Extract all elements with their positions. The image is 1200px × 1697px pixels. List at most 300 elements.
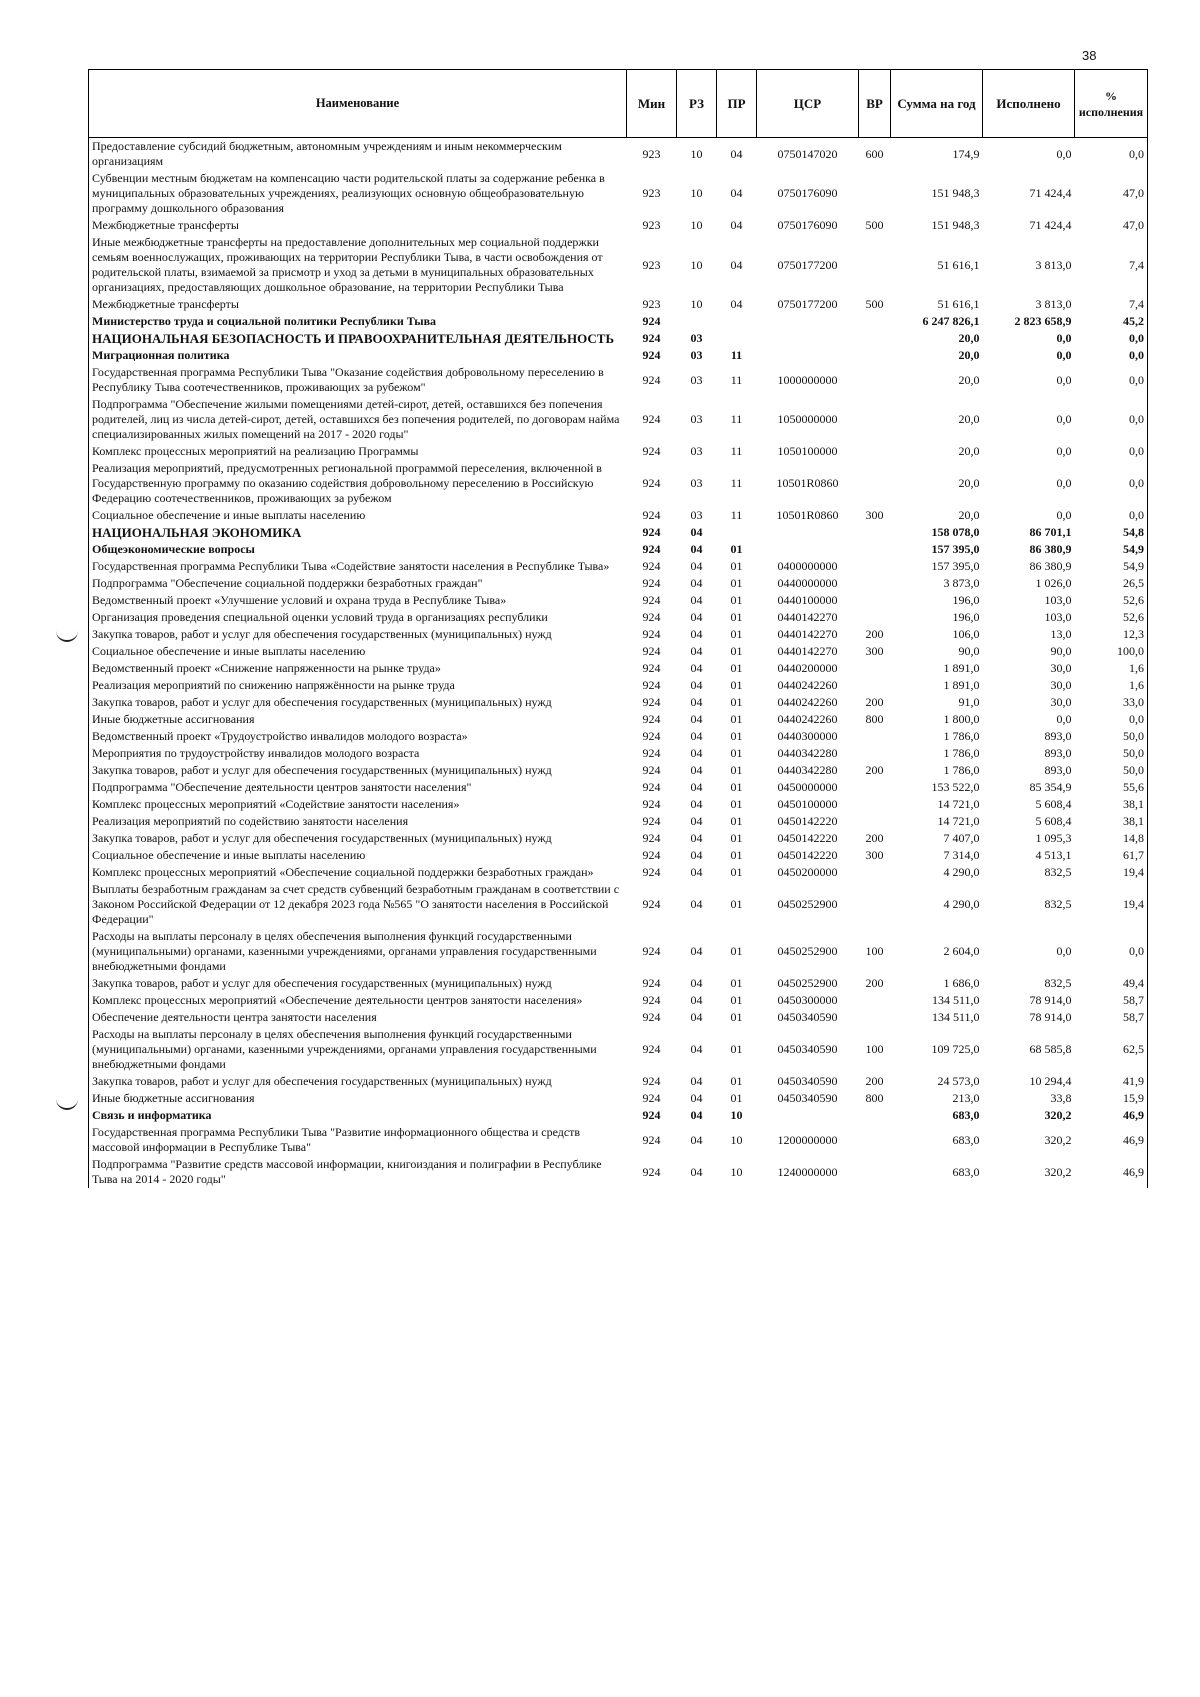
cell-min: 923 — [642, 146, 661, 161]
cell-rz: 04 — [690, 1164, 703, 1179]
cell-done: 0,0 — [1056, 412, 1072, 426]
cell-min: 924 — [642, 627, 661, 641]
cell-pr: 04 — [730, 218, 743, 232]
cell-done: 1 095,3 — [1035, 831, 1072, 845]
cell-vr — [859, 677, 891, 694]
cell-done: 30,0 — [1050, 661, 1072, 675]
header-name: Наименование — [89, 70, 627, 138]
cell-vr: 600 — [865, 146, 884, 161]
cell-name: Подпрограмма "Обеспечение социальной поддержки безработных граждан" — [92, 576, 483, 590]
cell-min: 924 — [642, 678, 661, 692]
cell-name: Межбюджетные трансферты — [92, 218, 239, 232]
cell-rz: 04 — [690, 542, 703, 556]
page-number: 38 — [1082, 48, 1097, 63]
cell-pct: 58,7 — [1123, 993, 1144, 1007]
cell-vr — [859, 524, 891, 541]
cell-min: 924 — [642, 897, 661, 911]
cell-rz — [677, 313, 717, 330]
cell-vr: 300 — [865, 848, 884, 862]
cell-vr: 200 — [865, 976, 884, 990]
cell-vr — [859, 460, 891, 507]
cell-name: Подпрограмма "Развитие средств массовой информации, книгоиздания и полиграфии в Республике Тыва на 2014 - 2020 годы" — [92, 1157, 602, 1186]
cell-pct: 0,0 — [1129, 444, 1144, 458]
cell-sum: 14 721,0 — [937, 797, 980, 811]
cell-rz: 04 — [690, 780, 703, 794]
cell-csr: 0450100000 — [777, 797, 838, 811]
cell-done: 86 380,9 — [1029, 542, 1072, 556]
cell-pr — [717, 330, 757, 347]
cell-sum: 1 786,0 — [943, 746, 980, 760]
cell-pct: 52,6 — [1123, 593, 1144, 607]
cell-csr: 0750177200 — [777, 257, 838, 272]
cell-done: 893,0 — [1044, 746, 1072, 760]
cell-rz: 04 — [690, 627, 703, 641]
cell-min: 924 — [642, 331, 661, 345]
cell-min: 923 — [642, 218, 661, 232]
table-header — [89, 70, 1148, 138]
cell-pct: 47,0 — [1123, 186, 1144, 200]
cell-pct: 49,4 — [1123, 976, 1144, 990]
cell-pr: 11 — [730, 444, 743, 458]
budget-table-container — [88, 69, 1147, 1188]
table-row — [89, 558, 1148, 575]
cell-csr: 1050000000 — [777, 412, 838, 426]
budget-execution-table — [88, 69, 1148, 1188]
cell-vr — [859, 330, 891, 347]
cell-min: 924 — [642, 348, 661, 362]
cell-sum: 683,0 — [952, 1108, 980, 1122]
cell-rz: 04 — [690, 610, 703, 624]
cell-name: Выплаты безработным гражданам за счет средств субвенций безработным гражданам в соответствии с Законом Российской Федерации от 12 декабря 2023 года №565 "О занятости населения в Российской Федерации" — [92, 882, 620, 926]
cell-pr: 01 — [730, 746, 743, 760]
cell-done: 5 608,4 — [1035, 814, 1072, 828]
cell-pct: 0,0 — [1129, 348, 1144, 362]
table-row — [89, 881, 1148, 928]
cell-pr: 01 — [730, 831, 743, 845]
table-row — [89, 575, 1148, 592]
cell-vr — [859, 992, 891, 1009]
cell-done: 78 914,0 — [1029, 1010, 1072, 1024]
cell-pct: 50,0 — [1123, 763, 1144, 777]
cell-rz: 10 — [690, 186, 703, 200]
table-row — [89, 745, 1148, 762]
cell-min: 924 — [642, 976, 661, 990]
cell-sum: 7 314,0 — [943, 848, 980, 862]
cell-vr: 100 — [865, 1042, 884, 1056]
cell-pr: 01 — [730, 695, 743, 709]
cell-pct: 0,0 — [1129, 476, 1144, 490]
cell-rz: 04 — [690, 729, 703, 743]
cell-pr: 04 — [730, 297, 743, 311]
cell-pr: 01 — [730, 976, 743, 990]
cell-vr: 200 — [865, 627, 884, 641]
cell-done: 86 380,9 — [1029, 559, 1072, 573]
cell-vr: 300 — [865, 508, 884, 522]
cell-vr — [859, 796, 891, 813]
cell-min: 923 — [642, 297, 661, 311]
cell-done: 103,0 — [1044, 593, 1072, 607]
cell-rz: 04 — [690, 661, 703, 675]
cell-min: 924 — [642, 314, 661, 328]
cell-vr — [859, 558, 891, 575]
table-row — [89, 609, 1148, 626]
cell-pr: 01 — [730, 1074, 743, 1088]
cell-done: 78 914,0 — [1029, 993, 1072, 1007]
cell-done: 0,0 — [1056, 508, 1072, 522]
cell-name: Иные бюджетные ассигнования — [92, 712, 255, 726]
cell-min: 924 — [642, 695, 661, 709]
table-row — [89, 313, 1148, 330]
cell-pct: 46,9 — [1123, 1164, 1144, 1179]
cell-sum: 7 407,0 — [943, 831, 980, 845]
cell-rz: 03 — [690, 476, 703, 490]
cell-pct: 38,1 — [1123, 814, 1144, 828]
cell-sum: 134 511,0 — [931, 993, 980, 1007]
cell-csr: 0450340590 — [777, 1091, 838, 1105]
cell-csr: 0450252900 — [777, 944, 838, 958]
cell-min: 924 — [642, 944, 661, 958]
cell-vr: 800 — [865, 1091, 884, 1105]
cell-csr: 0440142270 — [777, 610, 838, 624]
cell-rz: 04 — [690, 976, 703, 990]
cell-sum: 20,0 — [958, 508, 980, 522]
cell-rz: 04 — [690, 1132, 703, 1147]
cell-csr: 0450340590 — [777, 1074, 838, 1088]
cell-pct: 46,9 — [1123, 1132, 1144, 1147]
cell-pct: 0,0 — [1129, 331, 1144, 345]
cell-vr — [859, 1107, 891, 1124]
cell-sum: 1 800,0 — [943, 712, 980, 726]
cell-sum: 1 891,0 — [943, 678, 980, 692]
cell-sum: 1 786,0 — [943, 729, 980, 743]
cell-csr: 0440142270 — [777, 627, 838, 641]
cell-pr: 01 — [730, 780, 743, 794]
cell-vr — [859, 609, 891, 626]
cell-sum: 213,0 — [952, 1091, 980, 1105]
cell-rz: 04 — [690, 525, 703, 539]
cell-done: 3 813,0 — [1035, 297, 1072, 311]
cell-done: 2 823 658,9 — [1014, 314, 1072, 328]
cell-rz: 04 — [690, 644, 703, 658]
cell-sum: 90,0 — [958, 644, 980, 658]
cell-vr: 200 — [865, 695, 884, 709]
cell-name: Комплекс процессных мероприятий «Содействие занятости населения» — [92, 797, 460, 811]
cell-pct: 100,0 — [1117, 644, 1144, 658]
cell-name: Предоставление субсидий бюджетным, автономным учреждениям и иным некоммерческим организациям — [92, 139, 562, 168]
cell-rz: 03 — [690, 331, 703, 345]
cell-pct: 1,6 — [1129, 678, 1144, 692]
cell-name: Обеспечение деятельности центра занятости населения — [92, 1010, 377, 1024]
cell-csr — [757, 330, 859, 347]
cell-csr — [757, 1107, 859, 1124]
cell-sum: 1 786,0 — [943, 763, 980, 777]
cell-rz: 04 — [690, 746, 703, 760]
cell-rz: 04 — [690, 593, 703, 607]
cell-sum: 3 873,0 — [943, 576, 980, 590]
margin-mark — [56, 630, 78, 642]
cell-sum: 1 891,0 — [943, 661, 980, 675]
header-done: Исполнено — [983, 70, 1075, 138]
cell-vr: 500 — [865, 218, 884, 232]
cell-vr — [859, 347, 891, 364]
cell-pct: 41,9 — [1123, 1074, 1144, 1088]
header-rz: РЗ — [677, 70, 717, 138]
cell-min: 924 — [642, 1042, 661, 1056]
cell-name: Закупка товаров, работ и услуг для обеспечения государственных (муниципальных) нужд — [92, 976, 552, 990]
table-row — [89, 1124, 1148, 1156]
cell-done: 71 424,4 — [1029, 218, 1072, 232]
cell-vr — [859, 779, 891, 796]
cell-vr — [859, 1124, 891, 1156]
cell-pct: 52,6 — [1123, 610, 1144, 624]
cell-csr: 0400000000 — [777, 559, 838, 573]
cell-vr — [859, 364, 891, 396]
cell-pct: 61,7 — [1123, 848, 1144, 862]
cell-csr: 0450340590 — [777, 1010, 838, 1024]
cell-done: 0,0 — [1056, 476, 1072, 490]
cell-pr: 01 — [730, 814, 743, 828]
cell-csr: 1000000000 — [777, 372, 838, 387]
cell-done: 320,2 — [1044, 1108, 1072, 1122]
cell-pct: 55,6 — [1123, 780, 1144, 794]
cell-min: 924 — [642, 746, 661, 760]
cell-pr: 10 — [730, 1164, 743, 1179]
cell-sum: 109 725,0 — [931, 1042, 980, 1056]
cell-min: 924 — [642, 372, 661, 387]
cell-csr: 0450340590 — [777, 1042, 838, 1056]
cell-rz: 04 — [690, 897, 703, 911]
cell-name: Министерство труда и социальной политики Республики Тыва — [92, 314, 437, 328]
header-sum: Сумма на год — [891, 70, 983, 138]
cell-done: 832,5 — [1044, 865, 1072, 879]
cell-pr: 10 — [730, 1132, 743, 1147]
cell-pct: 12,3 — [1123, 627, 1144, 641]
margin-mark — [56, 1098, 78, 1110]
cell-rz: 10 — [690, 297, 703, 311]
cell-min: 924 — [642, 831, 661, 845]
table-row — [89, 1026, 1148, 1073]
cell-rz: 04 — [690, 763, 703, 777]
cell-csr: 0440342280 — [777, 763, 838, 777]
cell-vr: 100 — [865, 944, 884, 958]
cell-done: 0,0 — [1056, 372, 1072, 387]
cell-done: 30,0 — [1050, 695, 1072, 709]
cell-min: 924 — [642, 1164, 661, 1179]
table-row — [89, 1156, 1148, 1188]
cell-pr: 01 — [730, 542, 743, 556]
cell-pr: 11 — [730, 412, 743, 426]
table-row — [89, 711, 1148, 728]
cell-min: 924 — [642, 848, 661, 862]
cell-name: Закупка товаров, работ и услуг для обеспечения государственных (муниципальных) нужд — [92, 763, 552, 777]
cell-rz: 04 — [690, 944, 703, 958]
cell-rz: 04 — [690, 865, 703, 879]
cell-vr — [859, 592, 891, 609]
cell-csr: 1050100000 — [777, 444, 838, 458]
cell-rz: 04 — [690, 1010, 703, 1024]
cell-vr: 200 — [865, 763, 884, 777]
cell-rz: 04 — [690, 1042, 703, 1056]
cell-pr: 04 — [730, 146, 743, 161]
table-row — [89, 677, 1148, 694]
cell-csr: 1200000000 — [777, 1132, 838, 1147]
cell-sum: 24 573,0 — [937, 1074, 980, 1088]
cell-rz: 04 — [690, 797, 703, 811]
cell-sum: 20,0 — [958, 372, 980, 387]
cell-csr: 0450142220 — [777, 814, 838, 828]
cell-sum: 4 290,0 — [943, 865, 980, 879]
cell-rz: 04 — [690, 831, 703, 845]
cell-vr — [859, 813, 891, 830]
table-row — [89, 541, 1148, 558]
cell-pct: 0,0 — [1129, 412, 1144, 426]
cell-pct: 0,0 — [1129, 712, 1144, 726]
cell-rz: 04 — [690, 712, 703, 726]
cell-name: Реализация мероприятий по снижению напряжённости на рынке труда — [92, 678, 455, 692]
cell-pr: 01 — [730, 712, 743, 726]
cell-vr — [859, 575, 891, 592]
cell-done: 71 424,4 — [1029, 186, 1072, 200]
cell-min: 924 — [642, 1091, 661, 1105]
cell-vr: 200 — [865, 1074, 884, 1088]
cell-name: Ведомственный проект «Снижение напряженности на рынке труда» — [92, 661, 441, 675]
table-row — [89, 626, 1148, 643]
cell-done: 10 294,4 — [1029, 1074, 1072, 1088]
table-row — [89, 1090, 1148, 1107]
cell-sum: 6 247 826,1 — [922, 314, 980, 328]
cell-done: 832,5 — [1044, 897, 1072, 911]
cell-done: 0,0 — [1056, 712, 1072, 726]
table-row — [89, 694, 1148, 711]
cell-name: Подпрограмма "Обеспечение жилыми помещениями детей-сирот, детей, оставшихся без попечения родителей, лиц из числа детей-сирот, детей, оставшихся без попечения родителей, по договорам найма специализированных жилых помещений на 2017 - 2020 годы" — [92, 397, 620, 441]
cell-name: Общеэкономические вопросы — [92, 542, 255, 556]
cell-sum: 20,0 — [958, 476, 980, 490]
table-row — [89, 296, 1148, 313]
table-row — [89, 1107, 1148, 1124]
cell-vr — [859, 745, 891, 762]
cell-sum: 20,0 — [958, 412, 980, 426]
cell-min: 924 — [642, 1132, 661, 1147]
cell-vr — [859, 396, 891, 443]
cell-csr: 0450142220 — [777, 831, 838, 845]
cell-vr — [859, 864, 891, 881]
table-row — [89, 364, 1148, 396]
cell-vr — [859, 170, 891, 217]
cell-name: Государственная программа Республики Тыва "Оказание содействия добровольному переселению в Республику Тыва соотечественников, проживающих за рубежом" — [92, 365, 604, 394]
cell-sum: 4 290,0 — [943, 897, 980, 911]
cell-vr — [859, 443, 891, 460]
cell-pct: 50,0 — [1123, 746, 1144, 760]
table-row — [89, 443, 1148, 460]
table-row — [89, 460, 1148, 507]
cell-csr — [757, 524, 859, 541]
cell-min: 924 — [642, 576, 661, 590]
cell-done: 90,0 — [1050, 644, 1072, 658]
cell-csr: 0450142220 — [777, 848, 838, 862]
cell-done: 33,8 — [1050, 1091, 1072, 1105]
cell-pr: 01 — [730, 627, 743, 641]
cell-sum: 683,0 — [952, 1132, 980, 1147]
cell-pr: 01 — [730, 763, 743, 777]
cell-csr — [757, 541, 859, 558]
cell-sum: 196,0 — [952, 593, 980, 607]
cell-pr: 11 — [730, 508, 743, 522]
cell-name: Реализация мероприятий по содействию занятости населения — [92, 814, 409, 828]
cell-name: Связь и информатика — [92, 1108, 212, 1122]
cell-pr: 01 — [730, 559, 743, 573]
cell-rz: 03 — [690, 444, 703, 458]
cell-pr: 01 — [730, 593, 743, 607]
cell-min: 924 — [642, 729, 661, 743]
cell-rz: 04 — [690, 1074, 703, 1088]
cell-vr — [859, 728, 891, 745]
cell-name: НАЦИОНАЛЬНАЯ БЕЗОПАСНОСТЬ И ПРАВООХРАНИТЕЛЬНАЯ ДЕЯТЕЛЬНОСТЬ — [92, 331, 615, 346]
cell-pr: 01 — [730, 729, 743, 743]
cell-pct: 54,9 — [1123, 559, 1144, 573]
cell-name: Реализация мероприятий, предусмотренных региональной программой переселения, включенной в Государственную программу по оказанию содействия добровольному переселению в Российскую Федерацию соотечественников, проживающих за рубежом — [92, 461, 602, 505]
cell-rz: 04 — [690, 576, 703, 590]
table-row — [89, 728, 1148, 745]
cell-done: 0,0 — [1056, 331, 1072, 345]
table-row — [89, 592, 1148, 609]
cell-sum: 151 948,3 — [931, 186, 980, 200]
header-csr: ЦСР — [757, 70, 859, 138]
cell-name: Подпрограмма "Обеспечение деятельности центров занятости населения" — [92, 780, 472, 794]
table-row — [89, 507, 1148, 524]
cell-name: Комплекс процессных мероприятий «Обеспечение деятельности центров занятости населения» — [92, 993, 583, 1007]
cell-pct: 54,9 — [1123, 542, 1144, 556]
cell-sum: 158 078,0 — [931, 525, 980, 539]
table-row — [89, 992, 1148, 1009]
cell-rz: 03 — [690, 372, 703, 387]
cell-sum: 134 511,0 — [931, 1010, 980, 1024]
cell-pct: 46,9 — [1123, 1108, 1144, 1122]
cell-pct: 62,5 — [1123, 1042, 1144, 1056]
cell-rz: 10 — [690, 257, 703, 272]
cell-min: 924 — [642, 476, 661, 490]
cell-pr: 10 — [730, 1108, 743, 1122]
cell-done: 86 701,1 — [1029, 525, 1072, 539]
cell-csr: 0750147020 — [777, 146, 838, 161]
cell-pct: 47,0 — [1123, 218, 1144, 232]
cell-csr: 0450000000 — [777, 780, 838, 794]
header-min: Мин — [627, 70, 677, 138]
cell-pct: 14,8 — [1123, 831, 1144, 845]
cell-vr — [859, 234, 891, 296]
cell-min: 924 — [642, 1108, 661, 1122]
table-row — [89, 1009, 1148, 1026]
cell-name: Социальное обеспечение и иные выплаты населению — [92, 848, 366, 862]
cell-vr: 200 — [865, 831, 884, 845]
cell-pr: 01 — [730, 644, 743, 658]
cell-done: 103,0 — [1044, 610, 1072, 624]
cell-rz: 03 — [690, 348, 703, 362]
table-row — [89, 779, 1148, 796]
cell-rz: 10 — [690, 146, 703, 161]
cell-pr: 01 — [730, 848, 743, 862]
cell-min: 924 — [642, 814, 661, 828]
cell-sum: 174,9 — [952, 146, 980, 161]
cell-pr: 01 — [730, 897, 743, 911]
cell-name: Социальное обеспечение и иные выплаты населению — [92, 644, 366, 658]
cell-name: Комплекс процессных мероприятий «Обеспечение социальной поддержки безработных граждан» — [92, 865, 594, 879]
cell-min: 924 — [642, 1010, 661, 1024]
cell-pct: 26,5 — [1123, 576, 1144, 590]
cell-csr: 10501R0860 — [776, 508, 839, 522]
cell-vr — [859, 1156, 891, 1188]
cell-sum: 91,0 — [958, 695, 980, 709]
cell-pct: 0,0 — [1129, 372, 1144, 387]
